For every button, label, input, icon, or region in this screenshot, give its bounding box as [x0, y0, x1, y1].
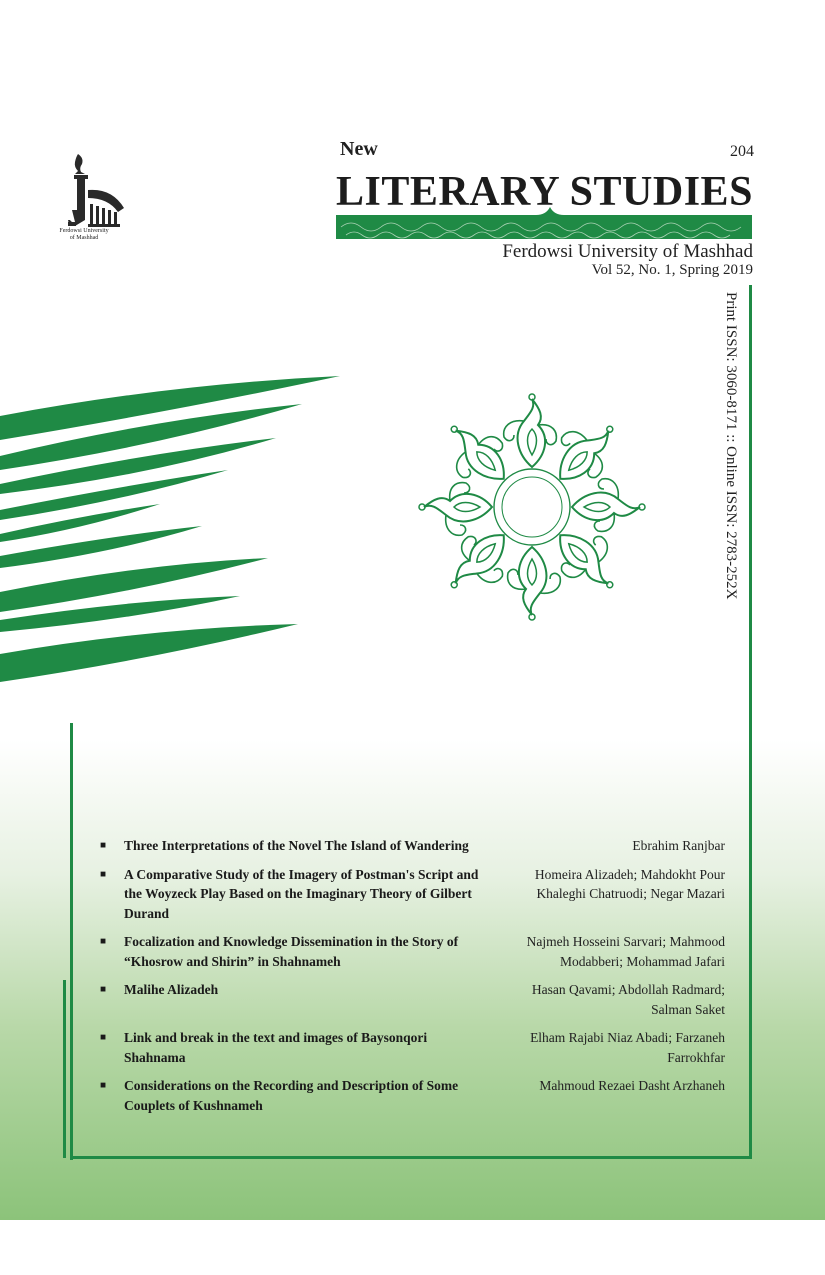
article-authors: Ebrahim Ranjbar: [632, 838, 725, 853]
article-title: Three Interpretations of the Novel The Island of Wandering: [124, 838, 469, 853]
masthead-new-label: New: [340, 138, 378, 160]
toc-row: [100, 980, 725, 1019]
bullet-icon: ■: [100, 840, 107, 851]
right-vertical-rule: [749, 285, 752, 1158]
logo-caption: [46, 228, 122, 242]
article-authors: Najmeh Hosseini Sarvari; Mahmood Modabberi; Mohammad Jafari: [526, 934, 725, 969]
toc-row: [100, 1076, 725, 1115]
bullet-icon: ■: [100, 1032, 107, 1043]
volume-info: Vol 52, No. 1, Spring 2019: [591, 262, 753, 278]
issue-number: 204: [730, 143, 754, 160]
toc-row: [100, 836, 725, 856]
logo-caption-line1: Ferdowsi University: [59, 228, 109, 234]
article-authors: Elham Rajabi Niaz Abadi; Farzaneh Farrokhfar: [530, 1030, 725, 1065]
table-of-contents: [100, 836, 725, 1124]
article-authors: Hasan Qavami; Abdollah Radmard; Salman Saket: [531, 982, 725, 1017]
publisher-name: Ferdowsi University of Mashhad: [502, 241, 753, 262]
toc-row: [100, 1028, 725, 1067]
toc-row: [100, 932, 725, 971]
logo-caption-line2: of Mashhad: [69, 235, 99, 241]
article-title: Focalization and Knowledge Dissemination in the Story of “Khosrow and Shirin” in Shahnameh: [124, 934, 459, 969]
bullet-icon: ■: [100, 936, 107, 947]
issn-label: Print ISSN: 3060-8171 :: Online ISSN: 2783-252X: [723, 292, 739, 600]
left-outer-rule: [63, 980, 66, 1158]
decorative-green-band: [336, 205, 752, 239]
left-vertical-rule: [70, 723, 73, 1160]
bottom-horizontal-rule: [70, 1156, 752, 1159]
article-authors: Homeira Alizadeh; Mahdokht Pour Khaleghi Chatruodi; Negar Mazari: [534, 866, 725, 901]
article-title: Considerations on the Recording and Description of Some Couplets of Kushnameh: [124, 1078, 459, 1113]
decorative-green-leaves: [0, 370, 345, 690]
toc-row: [100, 865, 725, 924]
article-title: Malihe Alizadeh: [124, 982, 219, 997]
bullet-icon: ■: [100, 1080, 107, 1091]
journal-title: LITERARY STUDIES: [336, 169, 753, 215]
bullet-icon: ■: [100, 868, 107, 880]
central-ornament: [412, 392, 652, 622]
article-title: A Comparative Study of the Imagery of Postman's Script and the Woyzeck Play Based on the Imaginary Theory of Gilbert Durand: [124, 866, 479, 921]
article-title: Link and break in the text and images of Baysonqori Shahnama: [124, 1030, 428, 1065]
bullet-icon: ■: [100, 984, 107, 995]
article-authors: Mahmoud Rezaei Dasht Arzhaneh: [539, 1078, 725, 1093]
